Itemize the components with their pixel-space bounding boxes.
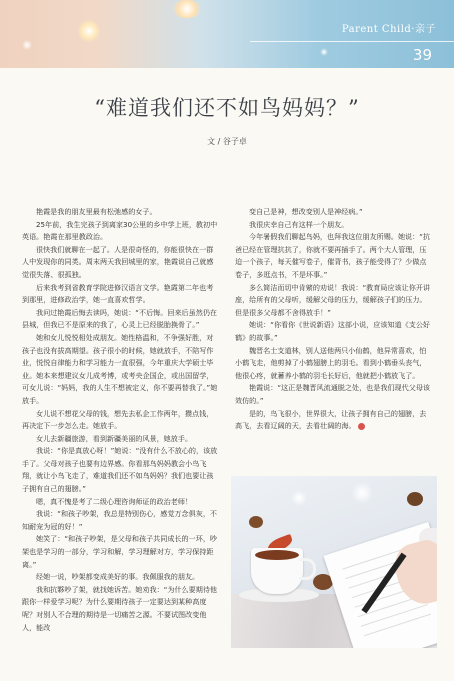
cup-handle (299, 558, 316, 580)
paragraph: 后来我考到省教育学院进修汉语言文学。艳霞第二年也考到那里，进修政治学，她一直喜欢哲学。 (22, 282, 214, 305)
text-column-right (235, 206, 433, 433)
paragraph: 我说：“你是真放心呀！”她说：“没有什么不放心的，该放手了。父母对孩子也要有边界感。你看那鸟妈妈教会小鸟飞翔，就让小鸟飞走了，难道我们还不如鸟妈妈？我们也要让孩子拥有自己的翅膀。” (22, 446, 218, 494)
header-banner (0, 0, 454, 68)
paragraph: 我问过艳霞后悔去读吗，她说：“不后悔。回来后虽然仍在县城，但我已不是原来的我了，心灵上已经脱胎换骨了。” (22, 307, 218, 330)
article-author: 文 / 谷子卓 (207, 137, 247, 146)
paragraph: 魏晋名士支道林，别人送他两只小仙鹤，他异常喜欢，怕小鹤飞走，他剪掉了小鹤翅膀上的羽毛。看到小鹤垂头丧气，他很心疼，就蓄养小鹤的羽毛长好后，他就把小鹤放飞了。 (235, 345, 427, 380)
bokeh-light (172, 0, 202, 18)
paragraph: 女儿去新疆旅游，看到新疆美丽的风景，她放手。 (36, 433, 193, 443)
page-number: 39 (412, 46, 432, 64)
text-column-left (22, 206, 218, 634)
paragraph: 变自己是神，想改变别人是神经病。” (249, 207, 363, 216)
paragraph: 我很庆幸自己有这样一个朋友。 (249, 219, 349, 229)
tea-surface (255, 550, 299, 560)
paragraph: 今年暑假我们聊起鸟妈，也拜我这位朋友所赐。她说：“抗爸已经在管理抗抗了，你就不要再插手了。两个大人管理，压迫一个孩子，每天催写卷子，催背书，孩子能受得了？少做点卷子，多逛点书，不是坏事。” (235, 232, 431, 279)
pinecone-icon (249, 516, 263, 528)
bokeh-light (291, 490, 307, 506)
paragraph: 艳霞说：“这正是魏晋风流通脱之处，也是我们现代父母该效仿的。” (235, 383, 431, 405)
paragraph: 女儿说不想花父母的钱，想先去私企工作两年，攒点钱，再决定下一步怎么走。她放手。 (22, 408, 214, 431)
section-brand: Parent Child·亲子 (341, 24, 436, 35)
bokeh-light (351, 482, 373, 504)
paragraph-text: 是的，鸟飞很小，世界很大，让孩子拥有自己的翅膀，去高飞，去看辽阔的天，去看壮阔的海。 (235, 408, 427, 431)
paragraph: 我说：“和孩子吵架，我总是特别伤心，感觉万念俱灰，不知耐宠为冠的好！” (22, 509, 218, 531)
paragraph: 她和女儿悦悦相处成朋友。她性格温和，不争强好胜，对孩子也没有拔高期望。孩子很小的时候，她就放手，不陪写作业，悦悦自律能力和学习能力一直很强，今年重庆大学硕士毕业。她本来想建议女儿成考博，或考央企国企，或出国留学，可女儿说：“妈妈，我的人生不想被定义，你不要再替我了。”她放手。 (22, 332, 218, 405)
paragraph: 经她一说，吵架都变成美好的事。我佩服我的朋友。 (36, 572, 200, 582)
pinecone-icon (407, 492, 423, 506)
paragraph (235, 408, 433, 433)
bokeh-light (78, 20, 100, 42)
article-title: “难道我们还不如鸟妈妈？” (94, 96, 360, 120)
header-rule (250, 41, 454, 42)
paragraph: 她笑了：“和孩子吵架，是父母和孩子共同成长的一环，吵架也是学习的一部分，学习和解，学习理解对方，学习保持距离。” (22, 534, 218, 569)
paragraph: 嗯，真不愧是考了二级心理咨询师证的政治老师！ (36, 496, 193, 506)
tea-and-notebook-photo (231, 476, 437, 648)
paragraph: 25年前，我生完孩子到离家30公里的乡中学上班，教初中英语。艳霞在那里教政治。 (22, 219, 218, 242)
bokeh-light (22, 40, 32, 50)
paragraph: 艳霞是我的朋友里最有松弛感的女子。 (36, 207, 157, 216)
paragraph: 她说：“你看你《世说新语》这部小说，应该知道《支公好鹤》的故事。” (235, 320, 431, 342)
end-mark-icon (358, 423, 365, 430)
paragraph: 我和抗夥吵了架，就找她诉苦。她劝我：“为什么要期待他跟你一样爱学习呢？为什么要期待孩子一定要达到某种高度呢？对别人不合理的期待是一切痛苦之源。不要试图改变他人，能改 (22, 584, 218, 632)
bokeh-light (320, 48, 328, 56)
paragraph: 很快我们就聊在一起了。人是很奇怪的，你能很快在一群人中发现你的同类。周末两天我回城里的家，艳霞说自己就感觉很失落、很孤独。 (22, 244, 214, 279)
paragraph: 多么简洁而切中肯綮的劝说！我说：“教育局应该让你开讲座，给所有的父母听，缓解父母的压力，缓解孩子们的压力。但是很多父母都不舍得放手！” (235, 282, 431, 317)
